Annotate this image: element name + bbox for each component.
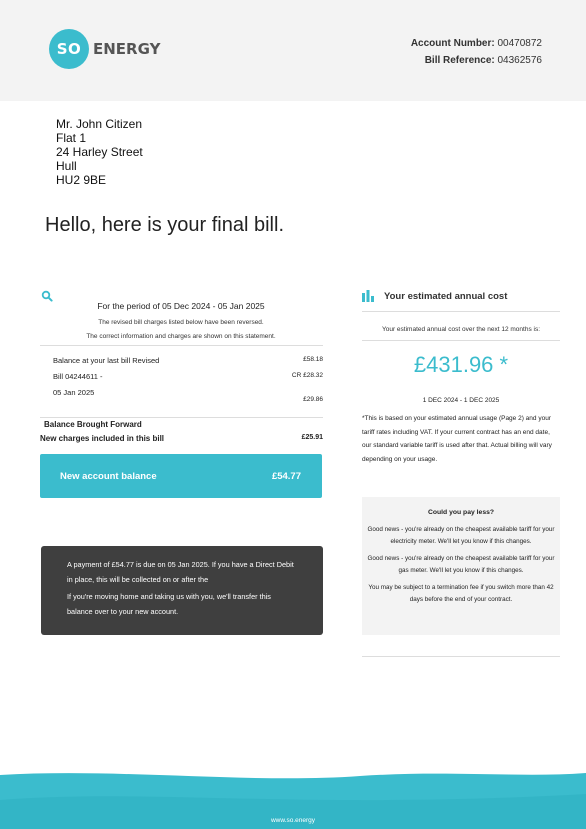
divider: [362, 311, 560, 312]
row-label: 05 Jan 2025: [53, 388, 95, 397]
divider: [362, 340, 560, 341]
address-line: 24 Harley Street: [56, 145, 143, 159]
annual-cost-value: £431.96 *: [413, 352, 509, 377]
logo-word: ENERGY: [93, 40, 161, 58]
header-band: [0, 0, 586, 101]
new-account-balance-box: [40, 454, 322, 498]
annual-cost-dates: 1 DEC 2024 - 1 DEC 2025: [422, 397, 500, 404]
row-amount: CR £28.32: [291, 372, 323, 379]
moving-home-text: If you're moving home and taking us with you, we'll transfer this balance over to your new account.: [67, 592, 271, 616]
address-line: HU2 9BE: [56, 173, 107, 187]
account-number: 00470872: [497, 38, 542, 49]
divider: [40, 345, 323, 346]
row-amount: £29.86: [303, 396, 323, 403]
balance-brought-forward: Balance Brought Forward: [44, 420, 142, 429]
address-line: Hull: [56, 159, 77, 173]
termination-fee-note: You may be subject to a termination fee if you switch more than 42 days before the end of your contract.: [368, 584, 554, 603]
balance-value: £54.77: [271, 471, 301, 482]
account-number-label: Account Number:: [410, 38, 495, 49]
pay-less-title: Could you pay less?: [427, 509, 495, 516]
statement-row: [53, 356, 323, 365]
footer-website: www.so.energy: [270, 817, 316, 824]
annual-cost-note: *This is based on your estimated annual usage (Page 2) and your tariff rates including VAT. If your current contract has an end date, our standard variable tariff is used after that. Actual billing will vary depending on your usage.: [362, 415, 552, 463]
payment-due-text: A payment of £54.77 is due on 05 Jan 2025. If you have a Direct Debit in place, this will be collected on or after the: [67, 560, 294, 584]
correct-info-note: The correct information and charges are shown on this statement.: [86, 333, 276, 340]
balance-label: New account balance: [60, 471, 157, 482]
greeting-heading: Hello, here is your final bill.: [45, 214, 284, 236]
new-charges-row: [40, 434, 323, 443]
annual-cost-title: Your estimated annual cost: [384, 291, 508, 302]
divider: [362, 656, 560, 657]
bar-chart-icon: [362, 290, 375, 302]
billing-period: For the period of 05 Dec 2024 - 05 Jan 2025: [97, 301, 265, 311]
account-info: [411, 35, 542, 69]
payment-info-box: [41, 546, 323, 635]
gas-tariff-note: Good news - you're already on the cheapest available tariff for your gas meter. We'll let you know if this changes.: [367, 555, 555, 574]
annual-cost-subtitle: Your estimated annual cost over the next 12 months is:: [381, 326, 541, 333]
new-charges-amount: £25.91: [301, 434, 323, 441]
customer-address: [56, 117, 143, 187]
bill-reference: 04362576: [497, 55, 542, 66]
divider: [40, 417, 323, 418]
electricity-tariff-note: Good news - you're already on the cheapest available tariff for your electricity meter. We'll let you know if this changes.: [367, 526, 555, 545]
pay-less-box: [362, 497, 560, 635]
row-label: Bill 04244611 -: [53, 372, 103, 381]
so-energy-logo: [49, 29, 160, 69]
logo-mark: SO: [49, 29, 89, 69]
new-charges-label: New charges included in this bill: [40, 434, 165, 443]
bill-reference-label: Bill Reference:: [424, 55, 495, 66]
statement-row: [53, 372, 323, 381]
address-line: Flat 1: [56, 131, 87, 145]
address-line: Mr. John Citizen: [56, 117, 143, 131]
statement-row: [53, 388, 323, 397]
row-label: Balance at your last bill Revised: [53, 356, 160, 365]
row-amount: £58.18: [303, 356, 323, 363]
revised-note: The revised bill charges listed below have been reversed.: [98, 319, 264, 326]
